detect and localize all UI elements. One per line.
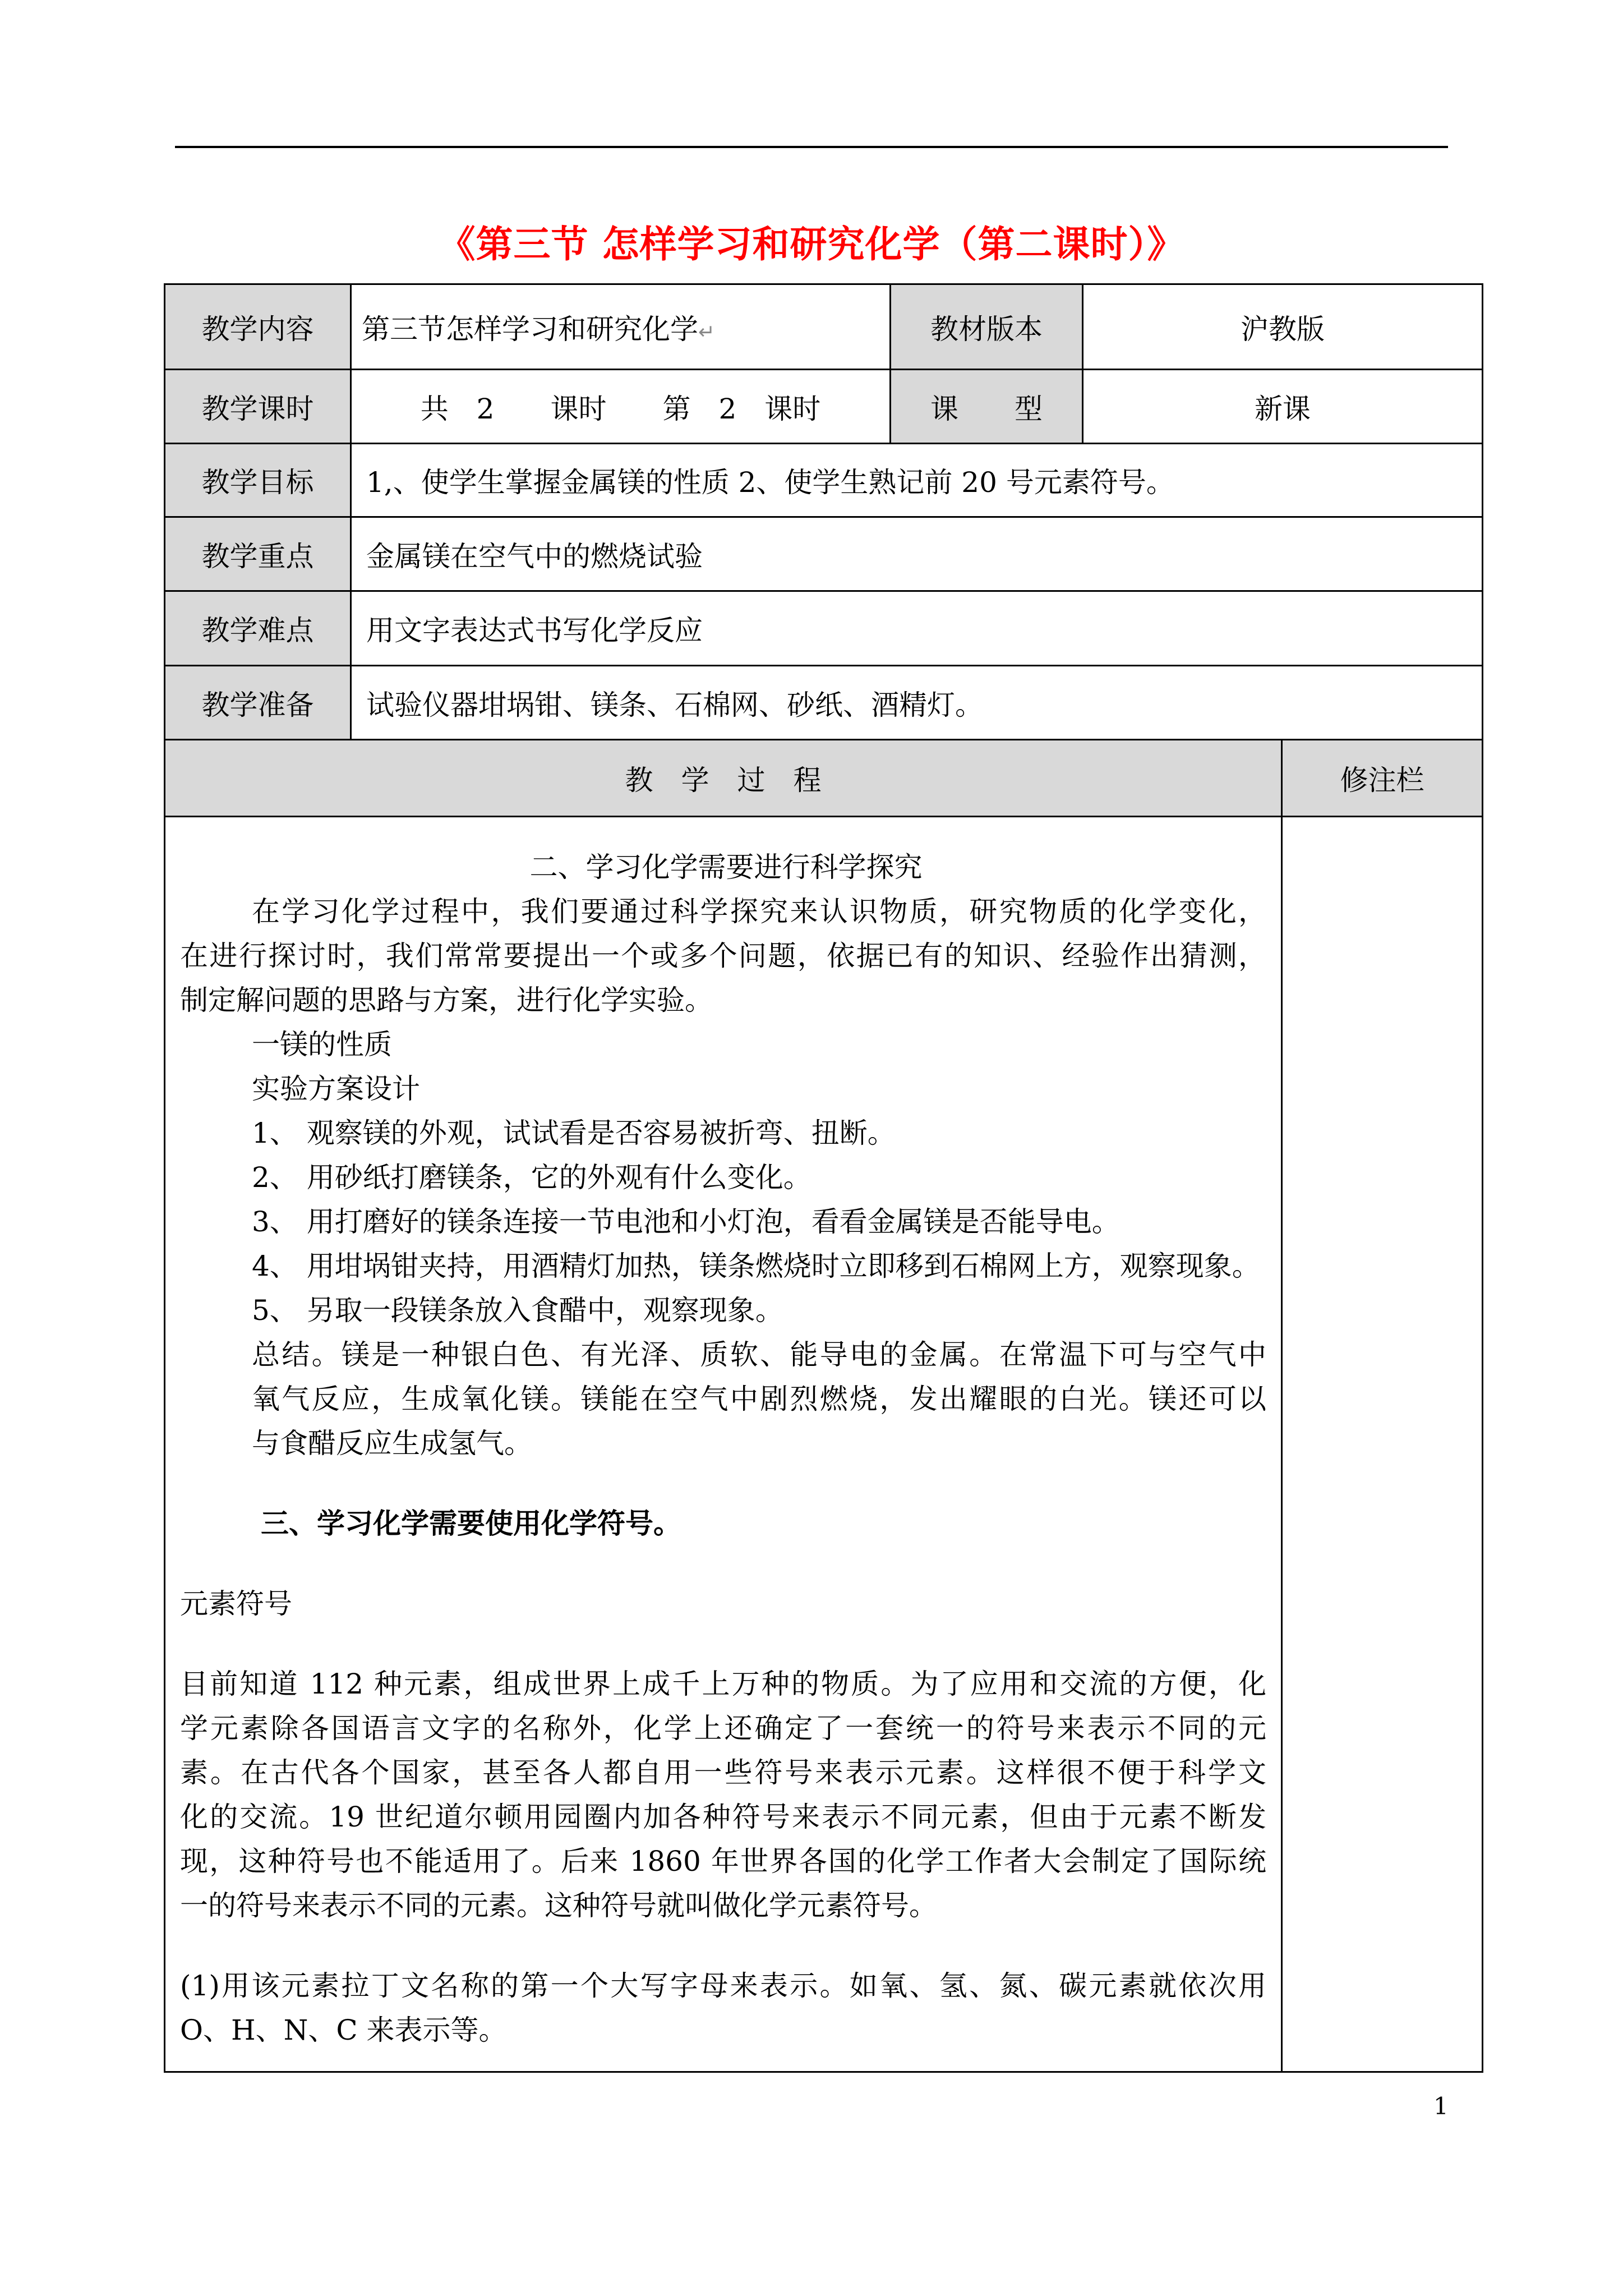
step-2: 2、 用砂纸打磨镁条，它的外观有什么变化。 — [252, 1161, 811, 1194]
section2-line-2: 在进行探讨时，我们常常要提出一个或多个问题，依据已有的知识、经验作出猜测， — [180, 940, 1266, 972]
focus-value: 金属镁在空气中的燃烧试验 — [351, 517, 1483, 591]
prep-label: 教学准备 — [165, 666, 351, 740]
row-difficulty — [165, 591, 1483, 666]
type-value: 新课 — [1083, 370, 1483, 444]
step-5: 5、 另取一段镁条放入食醋中，观察现象。 — [252, 1294, 783, 1327]
row-prep — [165, 666, 1483, 740]
row-hours — [165, 370, 1483, 444]
section2-line-3: 制定解问题的思路与方案，进行化学实验。 — [180, 984, 713, 1016]
process-body — [165, 817, 1282, 2072]
section2-line-1: 在学习化学过程中，我们要通过科学探究来认识物质，研究物质的化学变化， — [252, 895, 1266, 928]
type-label: 课 型 — [891, 370, 1083, 444]
symbols-line-6: 一的符号来表示不同的元素。这种符号就叫做化学元素符号。 — [180, 1889, 937, 1922]
row-process-header — [165, 740, 1483, 817]
step-1: 1、 观察镁的外观，试试看是否容易被折弯、扭断。 — [252, 1117, 896, 1149]
symbols-line-5: 现，这种符号也不能适用了。后来 1860 年世界各国的化学工作者大会制定了国际统 — [180, 1845, 1266, 1878]
mg-title: 一镁的性质 — [252, 1028, 392, 1061]
symbols-line-4: 化的交流。19 世纪道尔顿用园圈内加各种符号来表示不同元素，但由于元素不断发 — [180, 1801, 1266, 1833]
summary-line-3: 与食醋反应生成氢气。 — [252, 1427, 532, 1460]
page-number: 1 — [1433, 2092, 1449, 2120]
summary-line-2: 氧气反应，生成氧化镁。镁能在空气中剧烈燃烧，发出耀眼的白光。镁还可以 — [252, 1383, 1266, 1415]
edition-value: 沪教版 — [1083, 284, 1483, 370]
summary-line-1: 总结。镁是一种银白色、有光泽、质软、能导电的金属。在常温下可与空气中 — [252, 1338, 1266, 1371]
hours-value: 共 2 课时 第 2 课时 — [351, 370, 891, 444]
symbols-title: 元素符号 — [180, 1588, 292, 1620]
row-process-body — [165, 817, 1483, 2072]
rule1-line-2: O、H、N、C 来表示等。 — [180, 2014, 507, 2046]
step-3: 3、 用打磨好的镁条连接一节电池和小灯泡，看看金属镁是否能导电。 — [252, 1205, 1120, 1238]
notes-column — [1282, 817, 1483, 2072]
symbols-line-2: 学元素除各国语言文字的名称外，化学上还确定了一套统一的符号来表示不同的元 — [180, 1712, 1266, 1745]
goal-value: 1,、使学生掌握金属镁的性质 2、使学生熟记前 20 号元素符号。 — [351, 444, 1483, 517]
paragraph-mark-icon: ↵ — [698, 320, 716, 344]
row-content — [165, 284, 1483, 370]
header-rule — [175, 146, 1448, 148]
symbols-line-1: 目前知道 112 种元素，组成世界上成千上万种的物质。为了应用和交流的方便，化 — [180, 1668, 1266, 1700]
focus-label: 教学重点 — [165, 517, 351, 591]
document-title: 《第三节 怎样学习和研究化学（第二课时）》 — [438, 223, 1185, 266]
experiment-title: 实验方案设计 — [252, 1073, 420, 1105]
lesson-plan-table — [164, 283, 1483, 2073]
section2-title: 二、学习化学需要进行科学探究 — [529, 851, 923, 884]
row-goal — [165, 444, 1483, 517]
process-header: 教 学 过 程 — [165, 740, 1282, 817]
goal-label: 教学目标 — [165, 444, 351, 517]
edition-label: 教材版本 — [891, 284, 1083, 370]
difficulty-value: 用文字表达式书写化学反应 — [351, 591, 1483, 666]
difficulty-label: 教学难点 — [165, 591, 351, 666]
notes-header: 修注栏 — [1282, 740, 1483, 817]
prep-value: 试验仪器坩埚钳、镁条、石棉网、砂纸、酒精灯。 — [351, 666, 1483, 740]
section3-title: 三、学习化学需要使用化学符号。 — [261, 1507, 681, 1540]
step-4: 4、 用坩埚钳夹持，用酒精灯加热，镁条燃烧时立即移到石棉网上方，观察现象。 — [252, 1250, 1260, 1282]
rule1-line-1: (1)用该元素拉丁文名称的第一个大写字母来表示。如氧、氢、氮、碳元素就依次用 — [180, 1970, 1266, 2002]
content-value: 第三节怎样学习和研究化学↵ — [351, 284, 891, 370]
content-label: 教学内容 — [165, 284, 351, 370]
hours-label: 教学课时 — [165, 370, 351, 444]
row-focus — [165, 517, 1483, 591]
symbols-line-3: 素。在古代各个国家，甚至各人都自用一些符号来表示元素。这样很不便于科学文 — [180, 1756, 1266, 1789]
